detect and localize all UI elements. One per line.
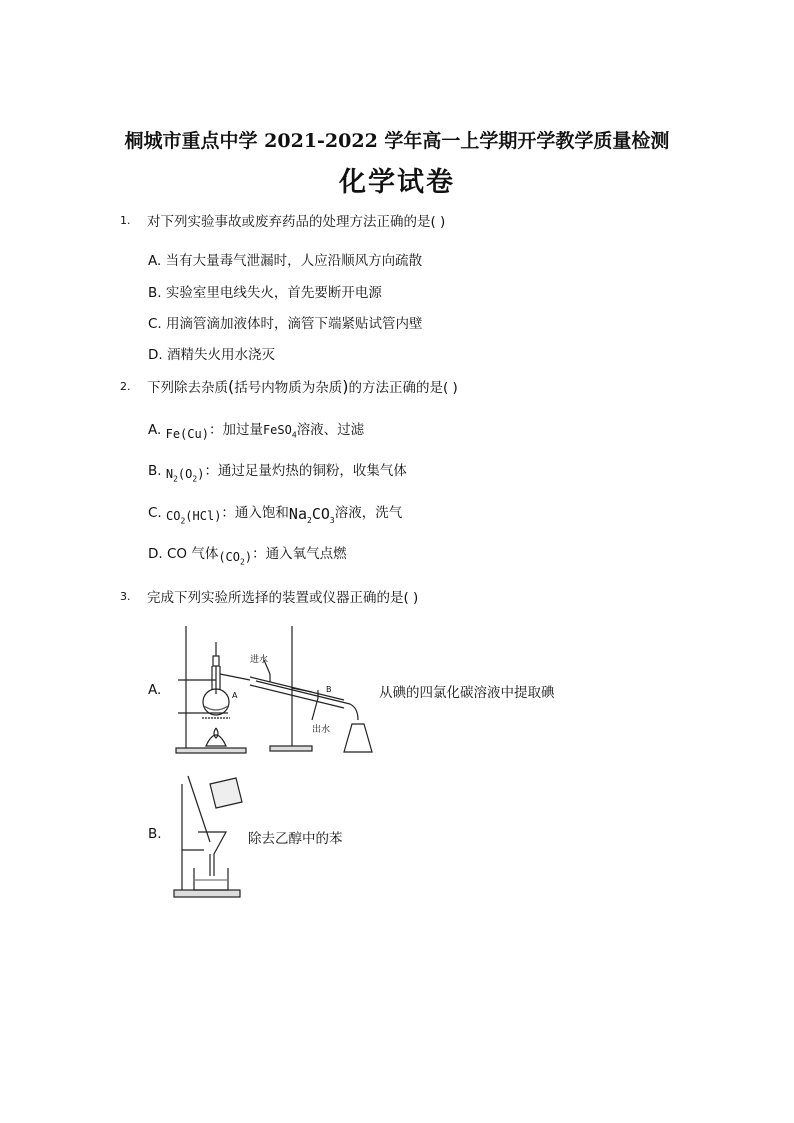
question-3-stem <box>147 586 418 606</box>
formula-part: CO <box>166 509 181 523</box>
question-2-stem-part-2: 括号内物质为杂质 <box>234 380 343 396</box>
formula-subscript: 2 <box>192 474 198 484</box>
option-text: 用滴管滴加液体时，滴管下端紧贴试管内壁 <box>166 316 423 332</box>
distillation-apparatus-figure <box>172 624 372 758</box>
stand-base-2 <box>270 746 312 751</box>
flask-stopper <box>213 656 219 666</box>
formula-part: N <box>165 467 174 481</box>
formula-part: (HCl) <box>185 509 222 523</box>
reagent-subscript: 2 <box>306 516 312 525</box>
option-formula <box>218 550 253 567</box>
option-label: A. <box>148 422 162 438</box>
stand-base <box>176 748 246 753</box>
question-1-option-c <box>148 312 423 332</box>
stand-base <box>174 890 240 897</box>
pouring-beaker <box>210 778 242 808</box>
question-3-option-b-label: B. <box>148 826 162 842</box>
condenser-label-b: B <box>326 685 332 694</box>
option-reagent <box>262 423 297 440</box>
question-2-stem <box>147 376 458 396</box>
paren-close: ) <box>342 377 349 396</box>
reagent-part: CO <box>311 505 330 523</box>
side-arm <box>220 674 250 680</box>
option-text: ：通入饱和 <box>221 505 289 521</box>
water-out-label: 出水 <box>312 725 331 735</box>
question-1-stem-text: 对下列实验事故或废弃药品的处理方法正确的是 <box>147 214 431 230</box>
option-label: B. <box>148 463 162 479</box>
reagent-part: Na <box>288 505 307 523</box>
formula-part: ) <box>197 467 205 481</box>
option-text: 实验室里电线失火，首先要断开电源 <box>165 285 382 301</box>
question-3-option-b-caption: 除去乙醇中的苯 <box>248 831 343 847</box>
question-3-option-a-label: A. <box>148 682 162 698</box>
question-2-option-d <box>148 542 347 567</box>
exam-title: 化学试卷 <box>339 167 455 198</box>
option-label: C. <box>148 316 162 332</box>
question-2-answer-paren: ( ) <box>443 380 458 396</box>
option-text: 溶液、过滤 <box>296 422 365 438</box>
option-text: ：加过量 <box>208 422 263 438</box>
option-reagent <box>289 505 335 523</box>
formula-part: (CO <box>218 550 241 564</box>
exam-subtitle: 桐城市重点中学 2021-2022 学年高一上学期开学教学质量检测 <box>124 130 670 152</box>
reagent-main: FeSO <box>262 423 292 437</box>
option-label: A. <box>148 253 162 269</box>
question-2-option-c <box>148 501 403 526</box>
option-formula <box>165 467 205 484</box>
adapter <box>350 704 358 720</box>
question-1-option-b <box>148 281 382 301</box>
question-3-stem-text: 完成下列实验所选择的装置或仪器正确的是 <box>147 590 404 606</box>
option-label: B. <box>148 285 162 301</box>
option-label: C. <box>148 505 162 521</box>
question-2-option-b <box>148 459 407 484</box>
question-1-answer-paren: ( ) <box>430 214 446 230</box>
receiving-flask <box>344 724 372 752</box>
option-text: 溶液，洗气 <box>334 505 403 521</box>
question-1-number: 1. <box>120 214 131 227</box>
question-2-stem-part-1: 下列除去杂质 <box>147 380 228 396</box>
reagent-subscript: 3 <box>329 516 335 525</box>
formula-subscript: 2 <box>180 516 186 526</box>
question-1-option-d <box>148 343 275 363</box>
flask-label-a: A <box>232 691 238 700</box>
formula-subscript: 2 <box>240 557 245 567</box>
receiving-beaker <box>194 868 228 890</box>
paren-open: ( <box>228 377 235 396</box>
option-label: D. <box>148 546 163 562</box>
option-label: D. <box>148 347 163 363</box>
formula-part: ) <box>244 550 253 564</box>
question-2-option-a <box>148 418 364 439</box>
question-1-option-a <box>148 249 422 269</box>
filtration-apparatus-figure <box>170 772 246 902</box>
option-text: ：通入氧气点燃 <box>252 546 347 562</box>
alcohol-lamp <box>206 735 226 746</box>
question-3-number: 3. <box>120 590 131 603</box>
water-in-label: 进水 <box>250 655 269 665</box>
option-formula: Fe(Cu) <box>165 427 209 441</box>
option-text: 当有大量毒气泄漏时，人应沿顺风方向疏散 <box>165 253 423 269</box>
question-3-option-a-caption: 从碘的四氯化碳溶液中提取碘 <box>379 685 555 701</box>
formula-part: (O <box>177 467 193 481</box>
question-1-stem <box>147 210 445 230</box>
question-2-stem-part-3: 的方法正确的是 <box>348 380 443 396</box>
filter-funnel <box>198 832 226 876</box>
option-text: CO 气体 <box>166 546 219 562</box>
option-formula <box>166 509 222 526</box>
option-text: ：通过足量灼热的铜粉，收集气体 <box>204 463 407 479</box>
option-text: 酒精失火用水浇灭 <box>166 347 275 363</box>
reagent-subscript: 4 <box>291 430 297 440</box>
question-3-answer-paren: ( ) <box>403 590 419 606</box>
question-2-number: 2. <box>120 380 131 393</box>
formula-subscript: 2 <box>173 474 178 484</box>
